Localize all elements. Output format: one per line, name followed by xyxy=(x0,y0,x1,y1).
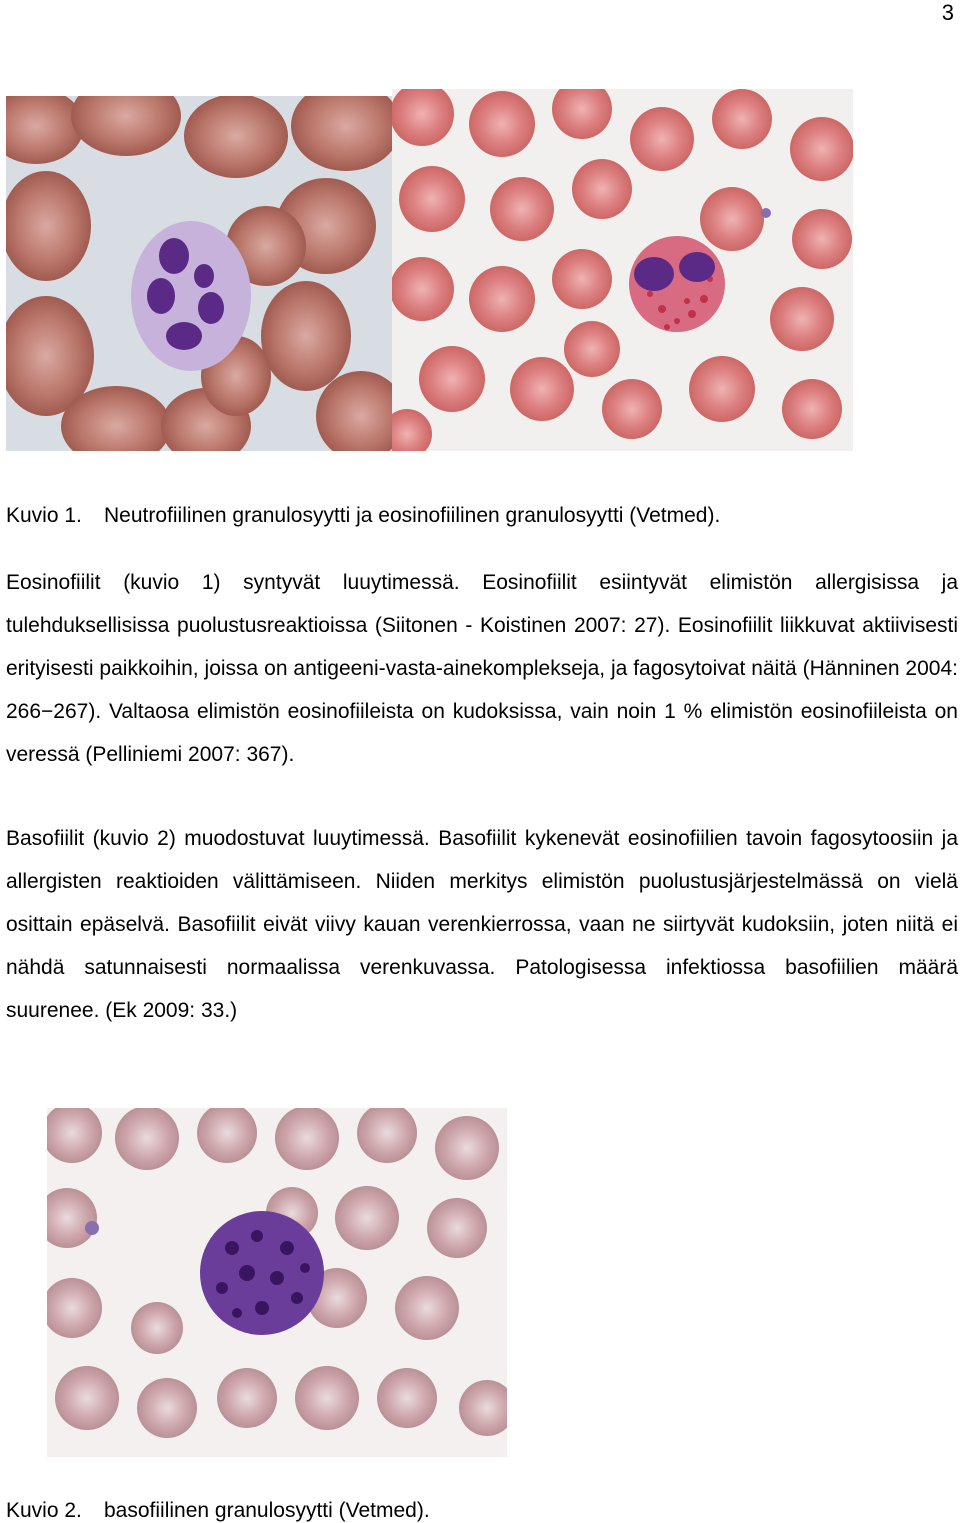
basophil-micrograph xyxy=(47,1108,507,1457)
figure2-caption-number: Kuvio 2. xyxy=(6,1499,82,1522)
basophil-micrograph-svg xyxy=(47,1108,507,1457)
eosinophil-micrograph xyxy=(392,89,853,451)
figure1-caption-number: Kuvio 1. xyxy=(6,504,82,527)
figure1-caption xyxy=(6,504,720,528)
eosinophil-micrograph-svg xyxy=(392,89,853,451)
paragraph-basophils: Basofiilit (kuvio 2) muodostuvat luuytimessä. Basofiilit kykenevät eosinofiilien tavoin fagosytoosiin ja allergisten reaktioiden välittämiseen. Niiden merkitys elimistön puolustusjärjestelmässä on vielä osittain epäselvä. Basofiilit eivät viivy kauan verenkierrossa, vaan ne siirtyvät kudoksiin, joten niitä ei nähdä satunnaisesti normaalissa verenkuvassa. Patologisessa infektiossa basofiilien määrä suurenee. (Ek 2009: 33.) xyxy=(6,827,958,1022)
neutrophil-micrograph xyxy=(6,96,392,451)
figure2-caption-text: basofiilinen granulosyytti (Vetmed). xyxy=(104,1499,430,1522)
figure2-caption xyxy=(6,1499,430,1523)
paragraph-eosinophils: Eosinofiilit (kuvio 1) syntyvät luuytimessä. Eosinofiilit esiintyvät elimistön allergisissa ja tulehduksellisissa puolustusreaktioissa (Siitonen - Koistinen 2007: 27). Eosinofiilit liikkuvat aktiivisesti erityisesti paikkoihin, joissa on antigeeni-vasta-ainekomplekseja, ja fagosytoivat näitä (Hänninen 2004: 266−267). Valtaosa elimistön eosinofiileista on kudoksissa, vain noin 1 % elimistön eosinofiileista on veressä (Pelliniemi 2007: 367). xyxy=(6,571,958,766)
neutrophil-micrograph-svg xyxy=(6,96,392,451)
figure1-caption-text: Neutrofiilinen granulosyytti ja eosinofiilinen granulosyytti (Vetmed). xyxy=(104,504,721,527)
page-number: 3 xyxy=(941,0,954,25)
